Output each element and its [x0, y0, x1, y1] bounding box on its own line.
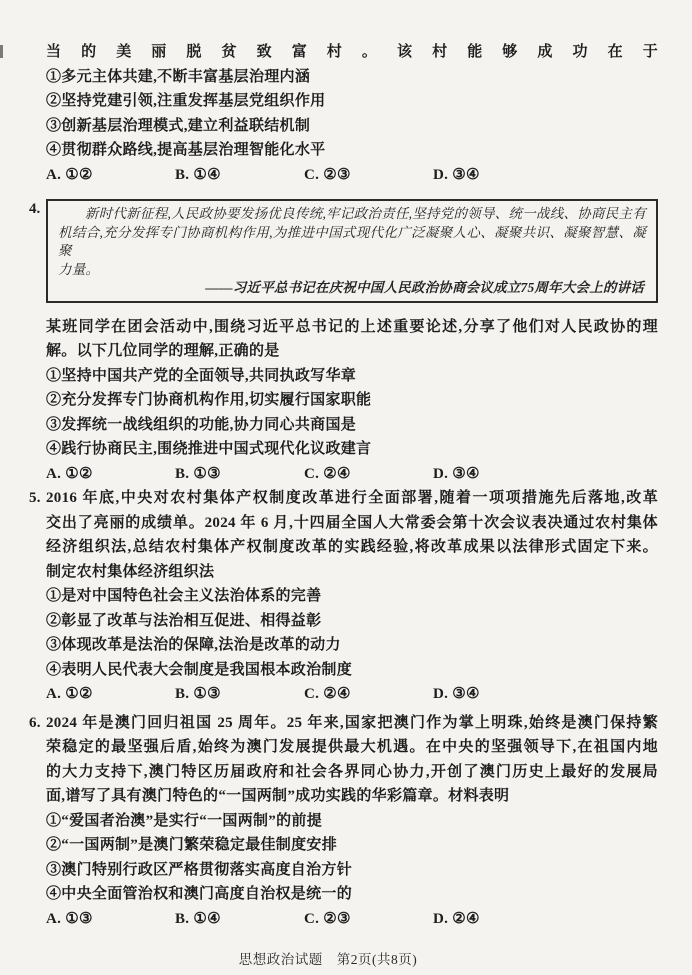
answer-choice-b: B. ①④ — [175, 166, 221, 183]
question-6 — [29, 711, 658, 932]
stem-text: 2024 年是澳门回归祖国 25 周年。25 年来,国家把澳门作为掌上明珠,始终是澳门保持繁 — [46, 714, 658, 731]
answer-row — [46, 163, 658, 188]
option-item: ③体现改革是法治的保障,法治是改革的动力 — [46, 637, 341, 653]
answer-choice-b: B. ①③ — [175, 686, 221, 702]
question-stem-line: 当的美丽脱贫致富村。该村能够成功在于 — [46, 44, 658, 60]
option-item: ②“一国两制”是澳门繁荣稳定最佳制度安排 — [46, 837, 338, 853]
answer-choice-a: A. ①② — [46, 166, 93, 183]
question-stem-line: 制定农村集体经济组织法 — [46, 563, 215, 580]
question-stem-line: 荣稳定的最坚强后盾,始终为澳门发展提供最大机遇。在中央的坚强领导下,在祖国内地 — [46, 739, 658, 755]
scan-artifact — [0, 45, 3, 58]
question-stem-line: 某班同学在团会活动中,围绕习近平总书记的上述重要论述,分享了他们对人民政协的理 — [46, 318, 658, 335]
answer-choice-d: D. ②④ — [433, 910, 480, 927]
option-item: ④践行协商民主,围绕推进中国式现代化议政建言 — [46, 441, 372, 457]
question-4 — [29, 199, 658, 486]
question-3-continuation — [46, 40, 658, 187]
answer-row — [46, 682, 658, 707]
stem-text: 2016 年底,中央对农村集体产权制度改革进行全面部署,随着一项项措施先后落地,改革 — [46, 490, 658, 506]
question-stem-line — [29, 486, 658, 511]
option-item: ①坚持中国共产党的全面领导,共同执政写华章 — [46, 367, 357, 384]
option-item: ①“爱国者治澳”是实行“一国两制”的前提 — [46, 812, 323, 829]
question-number: 5. — [29, 490, 41, 506]
answer-row — [46, 462, 658, 487]
answer-choice-c: C. ②④ — [304, 465, 351, 482]
option-item: ③澳门特别行政区严格贯彻落实高度自治方针 — [46, 861, 353, 878]
option-item: ①是对中国特色社会主义法治体系的完善 — [46, 588, 322, 604]
answer-choice-c: C. ②③ — [304, 166, 351, 183]
answer-choice-c: C. ②④ — [304, 686, 351, 702]
answer-choice-d: D. ③④ — [433, 686, 480, 702]
quote-line: 新时代新征程,人民政协要发扬优良传统,牢记政治责任,坚持党的领导、统一战线、协商民主有 — [85, 206, 646, 221]
question-stem-line: 面,谱写了具有澳门特色的“一国两制”成功实践的华彩篇章。材料表明 — [46, 788, 510, 804]
page-footer: 思想政治试题 第2页(共8页) — [238, 952, 418, 967]
question-number: 4. — [29, 201, 41, 217]
answer-row — [46, 907, 658, 932]
quote-line: 力量。 — [58, 261, 100, 277]
question-stem-line: 经济组织法,总结农村集体产权制度改革的实践经验,将改革成果以法律形式固定下来。 — [46, 539, 658, 555]
answer-choice-b: B. ①③ — [175, 465, 221, 482]
question-5 — [29, 486, 658, 707]
option-item: ①多元主体共建,不断丰富基层治理内涵 — [46, 68, 311, 85]
answer-choice-a: A. ①② — [46, 686, 93, 702]
option-item: ④中央全面管治权和澳门高度自治权是统一的 — [46, 886, 353, 902]
option-item: ③创新基层治理模式,建立利益联结机制 — [46, 117, 311, 134]
answer-choice-d: D. ③④ — [433, 465, 480, 482]
question-stem-line — [29, 711, 658, 736]
quote-box — [46, 199, 658, 303]
option-item: ②坚持党建引领,注重发挥基层党组织作用 — [46, 93, 326, 109]
answer-choice-b: B. ①④ — [175, 910, 221, 927]
option-item: ②彰显了改革与法治相互促进、相得益彰 — [46, 612, 322, 629]
quote-line: 机结合,充分发挥专门协商机构作用,为推进中国式现代化广泛凝聚人心、凝聚共识、凝聚智慧、凝聚 — [58, 224, 646, 258]
question-stem-line: 交出了亮丽的成绩单。2024 年 6 月,十四届全国人大常委会第十次会议表决通过农村集体 — [46, 514, 658, 531]
answer-choice-a: A. ①③ — [46, 910, 93, 927]
option-item: ③发挥统一战线组织的功能,协力同心共商国是 — [46, 416, 357, 433]
option-item: ②充分发挥专门协商机构作用,切实履行国家职能 — [46, 392, 372, 408]
answer-choice-a: A. ①② — [46, 465, 93, 482]
quote-attribution: ——习近平总书记在庆祝中国人民政治协商会议成立75周年大会上的讲话 — [205, 280, 644, 295]
option-item: ④表明人民代表大会制度是我国根本政治制度 — [46, 661, 353, 678]
question-number: 6. — [29, 714, 41, 731]
answer-choice-d: D. ③④ — [433, 166, 480, 183]
question-stem-line: 解。以下几位同学的理解,正确的是 — [46, 343, 280, 359]
question-stem-line: 的大力支持下,澳门特区历届政府和社会各界同心协力,开创了澳门历史上最好的发展局 — [46, 763, 658, 780]
option-item: ④贯彻群众路线,提高基层治理智能化水平 — [46, 142, 326, 158]
answer-choice-c: C. ②③ — [304, 910, 351, 927]
